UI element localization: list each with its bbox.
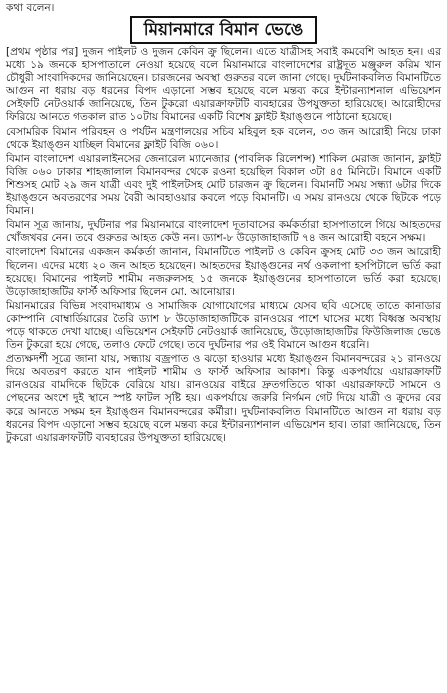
headline: মিয়ানমারে বিমান ভেঙে [130,16,318,44]
article-body [6,46,441,445]
article-paragraph: [প্রথম পৃষ্ঠার পর] দুজন পাইলট ও দুজন কেবিন ক্রু ছিলেন। এতে যাত্রীসহ সবাই কমবেশি আহত হন। এর মধ্যে ১৯ জনকে হাসপাতালে নেওয়া হয়েছে বলে মিয়ানমারে বাংলাদেশের রাষ্ট্রদূত মঞ্জুরুল করিম খান চৌধুরী সাংবাদিকদের জানিয়েছেন। চারজনের অবস্থা গুরুতর বলে জানা গেছে। দুর্ঘটনাকবলিত বিমানটিতে আগুন না ধরায় বড় ধরনের বিপদ এড়ানো সম্ভব হয়েছে বলে মন্তব্য করে ইন্টারন্যাশনাল এভিয়েশন সেইফটি নেটওয়ার্ক জানিয়েছে, তিন টুকরো এয়ারক্রাফটটি ব্যবহারের উপযুক্ততা হারিয়েছে। আরোহীদের ফিরিয়ে আনতে গতকাল রাত ১০টায় বিমানের একটি বিশেষ ফ্লাইট ইয়াঙ্গুনে পাঠানো হয়েছে। [6,46,441,124]
article-paragraph: বাংলাদেশ বিমানের একজন কর্মকর্তা জানান, বিমানটিতে পাইলট ও কেবিন ক্রুসহ মোট ৩৩ জন আরোহী ছিলেন। এদের মধ্যে ২০ জন আহত হয়েছেন। আহতদের ইয়াঙ্গুনের নর্থ ওকলাপা হসপিটালে ভর্তি করা হয়েছে। বিমানের পাইলট শামীম নজরুলসহ ১৫ জনকে ইয়াঙ্গুনের হাসপাতালে ভর্তি করা হয়েছে। উড়োজাহাজটির ফার্স্ট অফিসার ছিলেন মো. আনোয়ার। [6,246,441,298]
article-paragraph: বিমান বাংলাদেশ এয়ারলাইনসের জেনারেল ম্যানেজার (পাবলিক রিলেশন্স) শাকিল মেরাজ জানান, ফ্লাইট বিজি ০৬০ ঢাকার শাহজালাল বিমানবন্দর থেকে রওনা হয়েছিল বিকাল ৩টা ৪৫ মিনিটে। বিমানে একটি শিশুসহ মোট ২৯ জন যাত্রী এবং দুই পাইলটসহ মোট চারজন ক্রু ছিলেন। বিমানটি সময় সন্ধ্যা ৬টার দিকে ইয়াঙ্গুনে অবতরণের সময় বৈরী আবহাওয়ার কবলে পড়ে বিমানটি। এ সময় রানওয়ে থেকে ছিটকে পড়ে বিমান। [6,152,441,218]
article-paragraph: প্রত্যক্ষদর্শী সূত্রে জানা যায়, সন্ধ্যায় বজ্রপাত ও ঝড়ো হাওয়ার মধ্যে ইয়াঙ্গুন বিমানবন্দরের ২১ রানওয়ে দিয়ে অবতরণ করতে যান পাইলট শামীম ও ফার্স্ট অফিসার আকাশ। কিন্তু একপর্যায়ে এয়ারক্রাফটি রানওয়ের বামদিকে ছিটকে বেরিয়ে যায়। রানওয়ের বাইরে দ্রুতগতিতে থাকা এয়ারক্রাফটে সামনে ও পেছনের অংশে দুই স্থানে স্পষ্ট ফাটল সৃষ্টি হয়। একপর্যায়ে জরুরি নির্গমন গেট দিয়ে যাত্রী ও ক্রুদের বের করে আনতে সক্ষম হন ইয়াঙ্গুন বিমানবন্দরের কর্মীরা। দুর্ঘটনাকবলিত বিমানটিতে আগুন না ধরায় বড় ধরনের বিপদ এড়ানো সম্ভব হয়েছে বলে মন্তব্য করে ইন্টারন্যাশনাল এভিয়েশন হাব। তারা জানিয়েছে, তিন টুকরো এয়ারক্রাফটটি ব্যবহারের উপযুক্ততা হারিয়েছে। [6,353,441,444]
continued-text-line: কথা বলেন। [6,2,55,14]
article-paragraph: বেসামরিক বিমান পরিবহন ও পর্যটন মন্ত্রণালয়ের সচিব মহিবুল হক বলেন, ৩৩ জন আরোহী নিয়ে ঢাকা থেকে ইয়াঙ্গুন যাচ্ছিল বিমানের ফ্লাইট বিজি ০৬০। [6,125,441,151]
article-paragraph: বিমান সূত্র জানায়, দুর্ঘটনার পর মিয়ানমারে বাংলাদেশ দূতাবাসের কর্মকর্তারা হাসপাতালে গিয়ে আহতদের খোঁজখবর নেন। তবে গুরুতর আহত কেউ নন। ড্যাশ-৮ উড়োজাহাজটি ৭৪ জন আরোহী বহনে সক্ষম। [6,219,441,245]
headline-box [6,16,441,44]
article-paragraph: মিয়ানমারের বিভিন্ন সংবাদমাধ্যম ও সামাজিক যোগাযোগের মাধ্যমে যেসব ছবি এসেছে তাতে কানাডার কোম্পানি বোম্বার্ডিয়ারের তৈরি ড্যাশ ৮ উড়োজাহাজটিকে রানওয়ের পাশে ঘাসের মধ্যে বিধ্বস্ত অবস্থায় পড়ে থাকতে দেখা যাচ্ছে। এভিয়েশন সেইফটি নেটওয়ার্ক জানিয়েছে, উড়োজাহাজটির ফিউজিলাজ ভেঙে তিন টুকরো হয়ে গেছে, তলাও ফেটে গেছে। তবে দুর্ঘটনার পর ওই বিমানে আগুন ধরেনি। [6,299,441,352]
